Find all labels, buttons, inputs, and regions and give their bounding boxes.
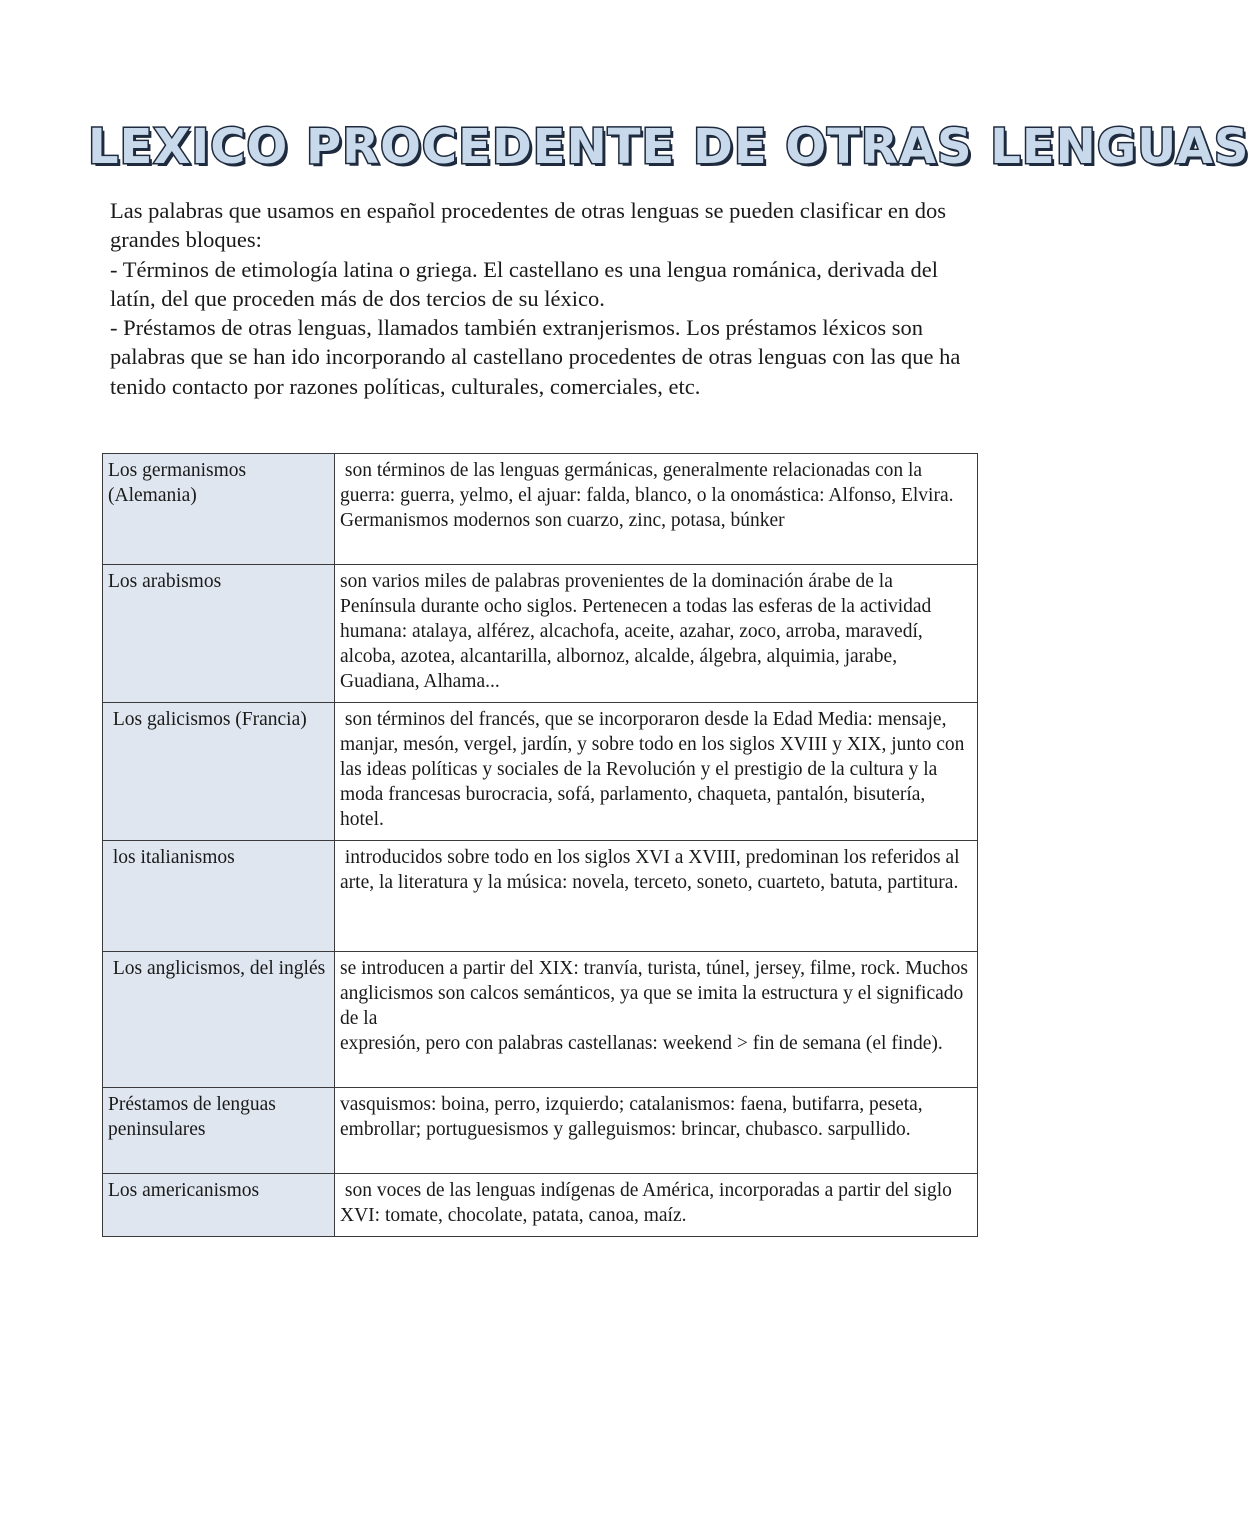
term-cell: los italianismos: [103, 841, 335, 952]
description-cell: son términos de las lenguas germánicas, generalmente relacionadas con la guerra: guerra, yelmo, el ajuar: falda, blanco, o la onomástica: Alfonso, Elvira. Germanismos modernos son cuarzo, zinc, potasa, búnker: [335, 454, 978, 565]
table-row: [103, 454, 978, 565]
table-row: [103, 565, 978, 703]
table-row: [103, 952, 978, 1088]
intro-bullet-latin-greek: - Términos de etimología latina o griega. El castellano es una lengua románica, derivada del latín, del que proceden más de dos tercios de su léxico.: [110, 256, 939, 311]
description-cell: son varios miles de palabras provenientes de la dominación árabe de la Península durante ocho siglos. Pertenecen a todas las esferas de la actividad humana: atalaya, alférez, alcachofa, aceite, azahar, zoco, arroba, maravedí, alcoba, azotea, alcantarilla, albornoz, alcalde, álgebra, alquimia, jarabe, Guadiana, Alhama...: [335, 565, 978, 703]
intro-text: [110, 196, 980, 401]
term-cell: Préstamos de lenguas peninsulares: [103, 1088, 335, 1174]
loanword-table: [102, 453, 978, 1237]
description-cell: son voces de las lenguas indígenas de América, incorporadas a partir del siglo XVI: tomate, chocolate, patata, canoa, maíz.: [335, 1174, 978, 1237]
term-cell: Los americanismos: [103, 1174, 335, 1237]
term-cell: Los anglicismos, del inglés: [103, 952, 335, 1088]
description-cell: introducidos sobre todo en los siglos XVI a XVIII, predominan los referidos al arte, la literatura y la música: novela, terceto, soneto, cuarteto, batuta, partitura.: [335, 841, 978, 952]
table-row: [103, 841, 978, 952]
description-cell: son términos del francés, que se incorporaron desde la Edad Media: mensaje, manjar, mesón, vergel, jardín, y sobre todo en los siglos XVIII y XIX, junto con las ideas políticas y sociales de la Revolución y el prestigio de la cultura y la moda francesas burocracia, sofá, parlamento, chaqueta, pantalón, bisutería, hotel.: [335, 703, 978, 841]
term-cell: Los germanismos (Alemania): [103, 454, 335, 565]
intro-bullet-loanwords: - Préstamos de otras lenguas, llamados también extranjerismos. Los préstamos léxicos son palabras que se han ido incorporando al castellano procedentes de otras lenguas con las que ha tenido contacto por razones políticas, culturales, comerciales, etc.: [110, 315, 961, 399]
intro-paragraph: Las palabras que usamos en español procedentes de otras lenguas se pueden clasificar en dos grandes bloques:: [110, 198, 946, 253]
page-title: LEXICO PROCEDENTE DE OTRAS LENGUAS: [88, 119, 1249, 175]
term-cell: Los galicismos (Francia): [103, 703, 335, 841]
description-cell: se introducen a partir del XIX: tranvía, turista, túnel, jersey, filme, rock. Muchos anglicismos son calcos semánticos, ya que se imita la estructura y el significado de la expresión, pero con palabras castellanas: weekend > fin de semana (el finde).: [335, 952, 978, 1088]
table-row: [103, 1174, 978, 1237]
description-cell: vasquismos: boina, perro, izquierdo; catalanismos: faena, butifarra, peseta, embrollar; portuguesismos y galleguismos: brincar, chubasco. sarpullido.: [335, 1088, 978, 1174]
table-row: [103, 703, 978, 841]
term-cell: Los arabismos: [103, 565, 335, 703]
table-row: [103, 1088, 978, 1174]
